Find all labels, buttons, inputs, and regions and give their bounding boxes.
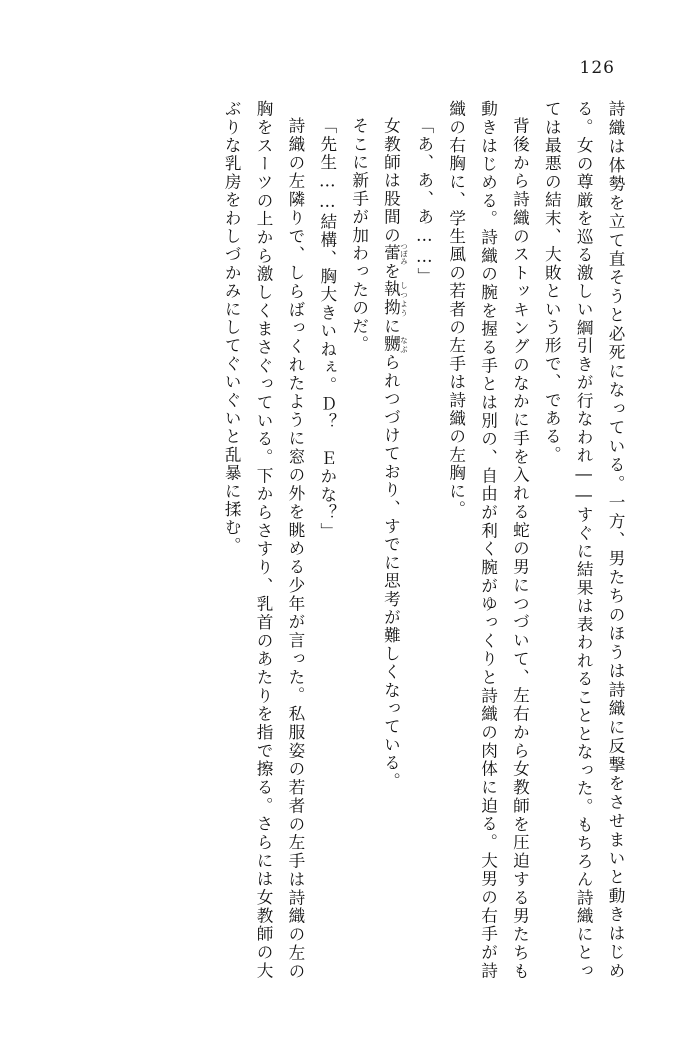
paragraph: 詩織の左隣りで、しらばっくれたように窓の外を眺める少年が言った。私服姿の若者の左手は詩織の左の胸をスーツの上から激しくまさぐっている。下からさすり、乳首のあたりを指で擦る。さらには女教師の大ぶりな乳房をわしづかみにしてぐいぐいと乱暴に揉む。 — [222, 100, 305, 980]
ruby-nabu: 嬲 なぶ — [381, 335, 409, 354]
paragraph: 「あ、あ、あ……」 — [414, 116, 434, 286]
paragraph: 詩織は体勢を立て直そうと必死になっている。一方、男たちのほうは詩織に反撃をさせまいと動きはじめる。女の尊厳を巡る激しい綱引きが行なわれ――すぐに結果は表われることとなった。もちろん詩織にとっては最悪の結末、大敗という形で、である。 — [542, 100, 625, 980]
paragraph: 背後から詩織のストッキングのなかに手を入れる蛇の男につづいて、左右から女教師を圧迫する男たちも動きはじめる。詩織の腕を握る手とは別の、自由が利く腕がゆっくりと詩織の肉体に迫る。大男の右手が詩織の右胸に、学生風の若者の左手は詩織の左胸に。 — [446, 100, 530, 980]
paragraph: そこに新手が加わったのだ。 — [349, 116, 369, 354]
paragraph: 女教師は股間の蕾 つぼみを執拗 しつように嬲 なぶられつづけており、すでに思考が難しくなっている。 — [381, 116, 409, 791]
ruby-shitsuyou: 執拗 しつよう — [381, 280, 409, 317]
paragraph: 「先生……結構、胸大きいねぇ。Ｄ？ Ｅかな？」 — [317, 116, 337, 540]
page-number: 126 — [579, 58, 615, 78]
ruby-tsubomi: 蕾 つぼみ — [381, 241, 409, 265]
body-text-column — [38, 100, 631, 980]
